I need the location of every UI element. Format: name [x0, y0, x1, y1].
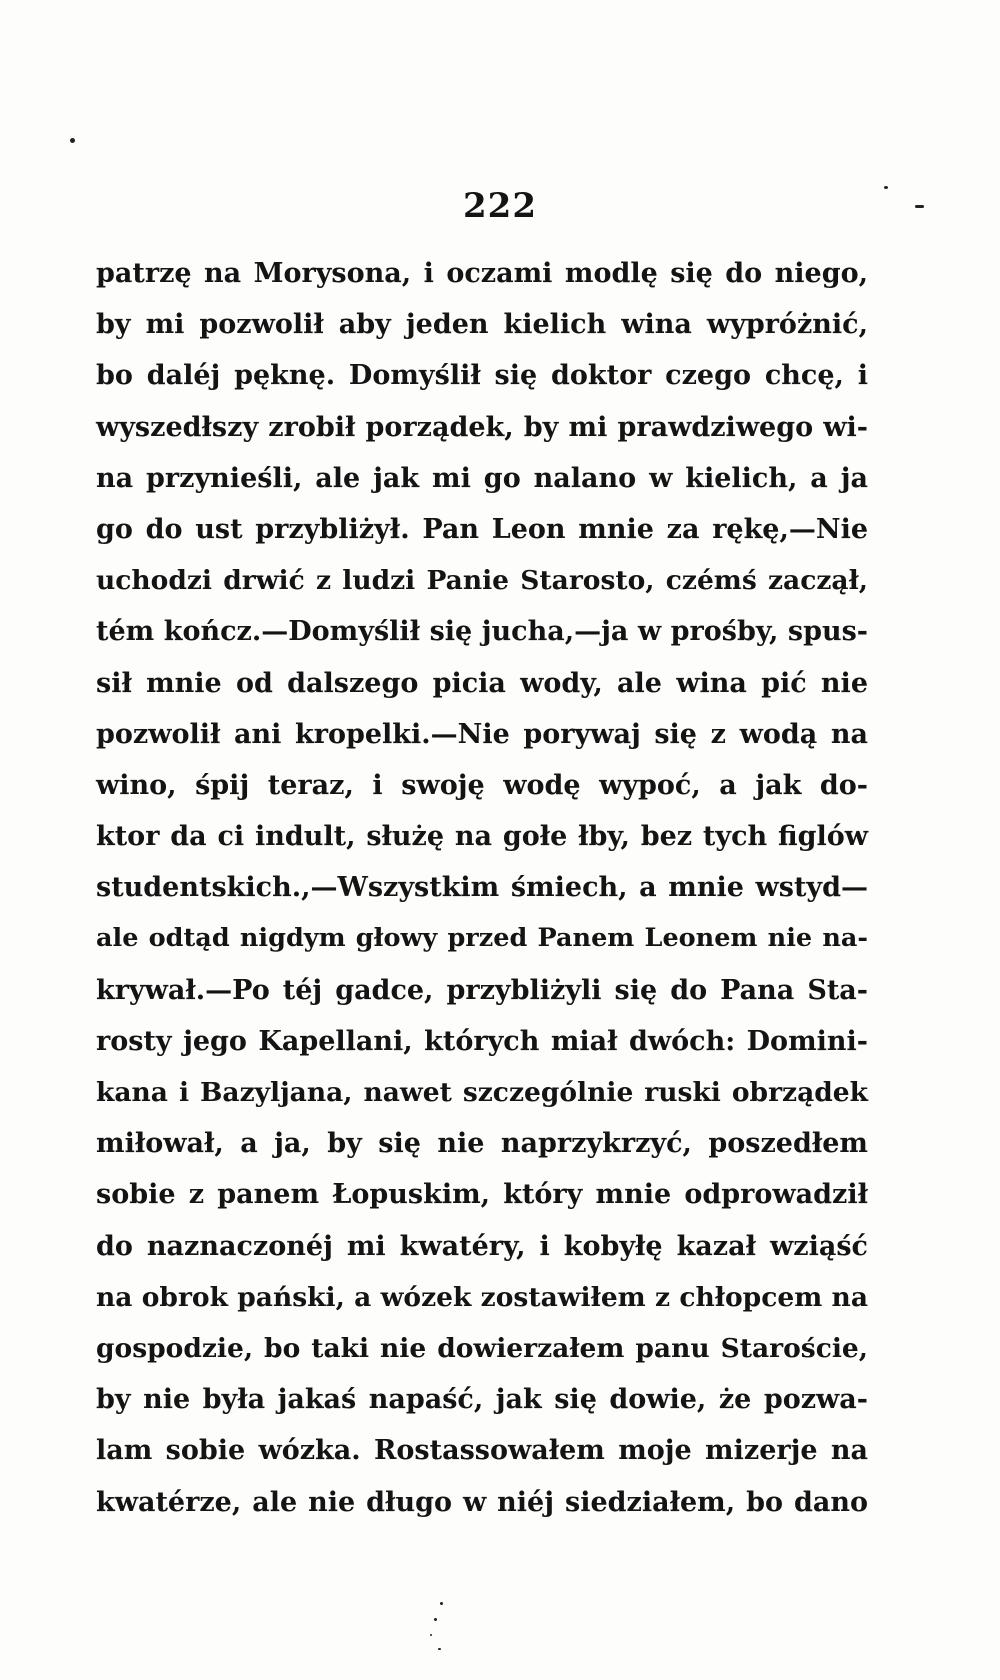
text-line: pozwolił ani kropelki.—Nie porywaj się z wodą na — [96, 718, 868, 750]
text-line: go do ust przybliżył. Pan Leon mnie za rękę,—Nie — [96, 513, 868, 545]
scan-speck — [430, 1634, 432, 1636]
text-line: ktor da ci indult, służę na gołe łby, bez tych figlów — [96, 821, 868, 853]
text-line: rosty jego Kapellani, których miał dwóch: Domini- — [96, 1025, 868, 1057]
text-line: krywał.—Po téj gadce, przybliżyli się do Pana Sta- — [96, 974, 868, 1006]
text-line: wyszedłszy zrobił porządek, by mi prawdziwego wi- — [96, 411, 868, 443]
scan-speck — [70, 138, 75, 143]
text-line: sobie z panem Łopuskim, który mnie odprowadził — [96, 1179, 868, 1211]
text-line: kwatérze, ale nie długo w niéj siedziałem, bo dano — [96, 1486, 868, 1518]
text-line: studentskich.,—Wszystkim śmiech, a mnie wstyd— — [96, 872, 868, 904]
text-line: kana i Bazyljana, nawet szczególnie ruski obrządek — [96, 1077, 868, 1108]
text-line: do naznaczonéj mi kwatéry, i kobyłę kazał wziąść — [96, 1230, 868, 1262]
scan-speck — [434, 1618, 437, 1621]
text-line: gospodzie, bo taki nie dowierzałem panu Staroście, — [96, 1332, 868, 1364]
scan-speck — [884, 186, 888, 189]
scan-speck — [438, 1648, 441, 1650]
page-number: 222 — [463, 186, 537, 226]
text-line: by mi pozwolił aby jeden kielich wina wypróżnić, — [96, 309, 868, 341]
text-line: na przynieśli, ale jak mi go nalano w kielich, a ja — [96, 462, 868, 494]
text-line: na obrok pański, a wózek zostawiłem z chłopcem na — [96, 1281, 868, 1313]
text-line: patrzę na Morysona, i oczami modlę się do niego, — [96, 258, 868, 289]
text-line: sił mnie od dalszego picia wody, ale wina pić nie — [96, 667, 868, 699]
text-line: miłował, a ja, by się nie naprzykrzyć, poszedłem — [96, 1128, 868, 1160]
text-line: tém kończ.—Domyślił się jucha,—ja w prośby, spus- — [96, 616, 868, 648]
text-line: ale odtąd nigdym głowy przed Panem Leonem nie na- — [96, 923, 868, 954]
text-line: by nie była jakaś napaść, jak się dowie, że pozwa- — [96, 1384, 868, 1416]
body-text — [96, 248, 868, 1528]
text-line: bo daléj pęknę. Domyślił się doktor czego chcę, i — [96, 360, 868, 392]
text-line: uchodzi drwić z ludzi Panie Starosto, czémś zaczął, — [96, 565, 868, 597]
scan-speck — [915, 205, 924, 208]
text-line: wino, śpij teraz, i swoję wodę wypoć, a jak do- — [96, 769, 868, 801]
text-line: lam sobie wózka. Rostassowałem moje mizerje na — [96, 1435, 868, 1467]
scan-speck — [440, 1602, 443, 1605]
